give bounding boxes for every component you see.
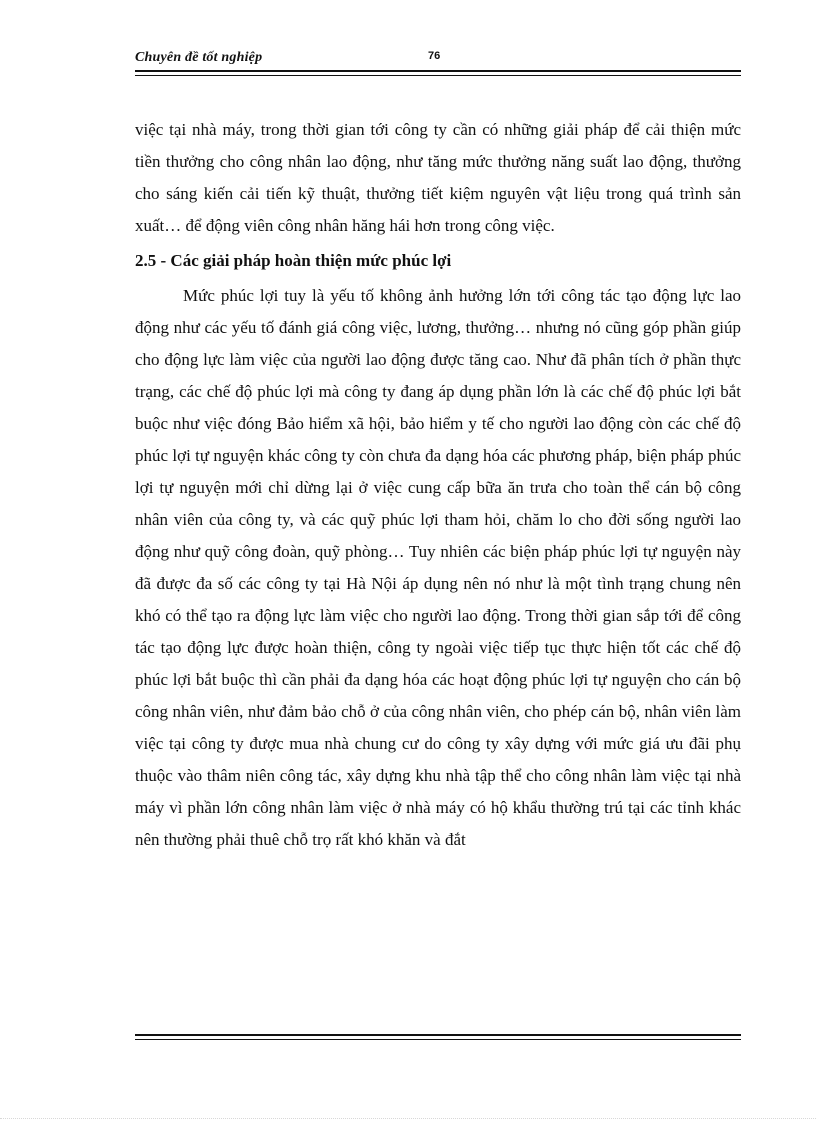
document-body bbox=[135, 114, 741, 856]
section-heading: 2.5 - Các giải pháp hoàn thiện mức phúc lợi bbox=[135, 251, 452, 270]
page-header bbox=[135, 46, 741, 76]
header-title: Chuyên đề tốt nghiệp bbox=[135, 50, 263, 65]
footer-rule bbox=[135, 1034, 741, 1040]
header-rule bbox=[135, 70, 741, 76]
paragraph-continued: việc tại nhà máy, trong thời gian tới công ty cần có những giải pháp để cải thiện mức tiền thưởng cho công nhân lao động, như tăng mức thưởng năng suất lao động, thưởng cho sáng kiến cải tiến kỹ thuật, thưởng tiết kiệm nguyên vật liệu trong quá trình sản xuất… để động viên công nhân hăng hái hơn trong công việc. bbox=[135, 120, 741, 235]
page-number: 76 bbox=[428, 50, 441, 62]
paragraph-welfare: Mức phúc lợi tuy là yếu tố không ảnh hưởng lớn tới công tác tạo động lực lao động như các yếu tố đánh giá công việc, lương, thưởng… nhưng nó cũng góp phần giúp cho động lực làm việc của người lao động được tăng cao. Như đã phân tích ở phần thực trạng, các chế độ phúc lợi mà công ty đang áp dụng phần lớn là các chế độ phúc lợi bắt buộc như việc đóng Bảo hiểm xã hội, bảo hiểm y tế cho người lao động còn các chế độ phúc lợi tự nguyện khác công ty còn chưa đa dạng hóa các phương pháp, biện pháp phúc lợi tự nguyện mới chỉ dừng lại ở việc cung cấp bữa ăn trưa cho toàn thể cán bộ công nhân viên của công ty, và các quỹ phúc lợi tham hỏi, chăm lo cho đời sống người lao động như quỹ công đoàn, quỹ phòng… Tuy nhiên các biện pháp phúc lợi tự nguyện này đã được đa số các công ty tại Hà Nội áp dụng nên nó như là một tình trạng chung nên khó có thể tạo ra động lực làm việc cho người lao động. Trong thời gian sắp tới để công tác tạo động lực được hoàn thiện, công ty ngoài việc tiếp tục thực hiện tốt các chế độ phúc lợi bắt buộc thì cần phải đa dạng hóa các hoạt động phúc lợi tự nguyện cho cán bộ công nhân viên, như đảm bảo chỗ ở của công nhân viên, cho phép cán bộ, nhân viên làm việc tại công ty được mua nhà chung cư do công ty xây dựng với mức giá ưu đãi phụ thuộc vào thâm niên công tác, xây dựng khu nhà tập thể cho công nhân làm việc tại nhà máy vì phần lớn công nhân làm việc ở nhà máy có hộ khẩu thường trú tại các tỉnh khác nên thường phải thuê chỗ trọ rất khó khăn và đắt bbox=[135, 286, 741, 849]
page-edge-divider bbox=[0, 1118, 816, 1120]
page-footer bbox=[135, 1034, 741, 1040]
